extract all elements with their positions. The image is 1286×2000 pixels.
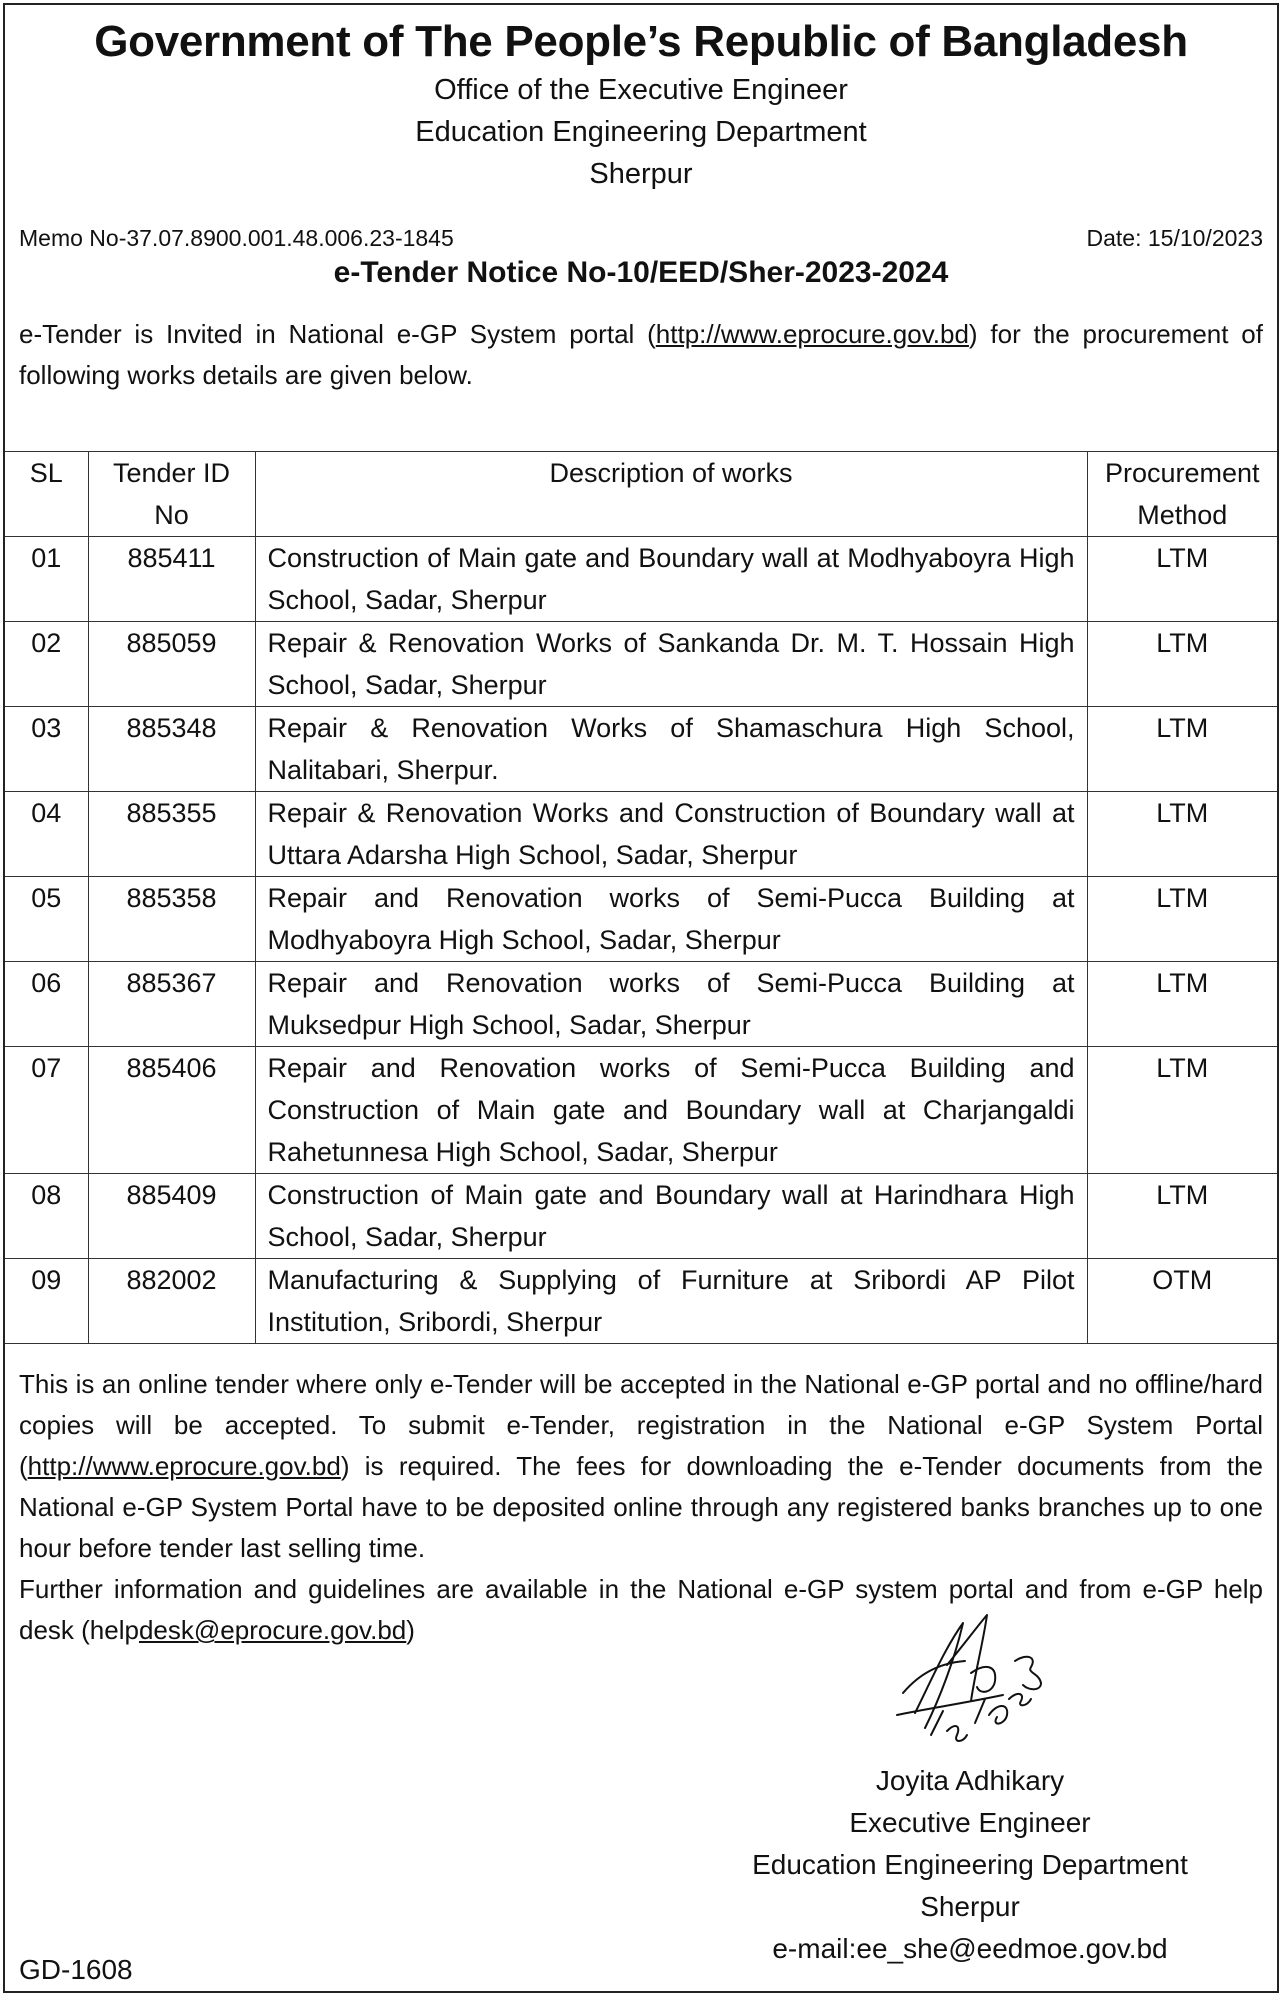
- office-name: Office of the Executive Engineer: [434, 74, 848, 106]
- row-sl: 05: [5, 877, 88, 962]
- row-method: LTM: [1087, 792, 1277, 877]
- row-method: LTM: [1087, 1174, 1277, 1259]
- signatory-designation: Executive Engineer: [849, 1807, 1091, 1838]
- table-row: [5, 1259, 1277, 1344]
- row-tender-id: 885348: [88, 707, 255, 792]
- helpdesk-text-end: ): [406, 1615, 415, 1645]
- row-tender-id: 885355: [88, 792, 255, 877]
- memo-number: Memo No-37.07.8900.001.48.006.23-1845: [19, 225, 454, 251]
- table-row: [5, 622, 1277, 707]
- table-row: [5, 1174, 1277, 1259]
- table-row: [5, 962, 1277, 1047]
- row-tender-id: 885367: [88, 962, 255, 1047]
- header-sl: SL: [5, 452, 88, 537]
- instructions-paragraph: [19, 1364, 1263, 1569]
- row-method: LTM: [1087, 537, 1277, 622]
- memo-date: Date: 15/10/2023: [1086, 225, 1263, 251]
- signatory-department: Education Engineering Department: [752, 1849, 1188, 1880]
- eprocure-link[interactable]: http://www.eprocure.gov.bd: [27, 1451, 341, 1481]
- row-method: OTM: [1087, 1259, 1277, 1344]
- table-row: [5, 537, 1277, 622]
- table-header-row: [5, 452, 1277, 537]
- row-sl: 03: [5, 707, 88, 792]
- table-row: [5, 707, 1277, 792]
- signatory-block: [740, 1760, 1200, 1970]
- row-description: Manufacturing & Supplying of Furniture at Sribordi AP Pilot Institution, Sribordi, Sherpur: [255, 1259, 1087, 1344]
- instructions-text-start: This is an online tender where only e-Tender will be accepted in the National e-GP portal and no offline/hard copies will be accepted. To submit e-Tender, registration in the National e-GP System Portal (: [19, 1369, 1263, 1481]
- notice-title: e-Tender Notice No-10/EED/Sher-2023-2024: [333, 256, 949, 289]
- row-method: LTM: [1087, 962, 1277, 1047]
- row-description: Repair & Renovation Works of Shamaschura High School, Nalitabari, Sherpur.: [255, 707, 1087, 792]
- row-description: Repair & Renovation Works of Sankanda Dr. M. T. Hossain High School, Sadar, Sherpur: [255, 622, 1087, 707]
- gd-code: GD-1608: [19, 1954, 133, 1985]
- signatory-name: Joyita Adhikary: [875, 1765, 1065, 1796]
- row-method: LTM: [1087, 877, 1277, 962]
- helpdesk-paragraph: [19, 1569, 1263, 1651]
- header-procurement-method: Procurement Method: [1087, 452, 1277, 537]
- letterhead: [5, 15, 1277, 195]
- tender-table: [5, 451, 1277, 1344]
- office-location: Sherpur: [589, 158, 693, 190]
- row-sl: 09: [5, 1259, 88, 1344]
- instructions-text-end: ) is required. The fees for downloading the e-Tender documents from the National e-GP System Portal have to be deposited online through any registered banks branches up to one hour before tender last selling time.: [19, 1451, 1263, 1563]
- row-description: Repair and Renovation works of Semi-Pucca Building and Construction of Main gate and Boundary wall at Charjangaldi Rahetunnesa High School, Sadar, Sherpur: [255, 1047, 1087, 1174]
- row-tender-id: 885409: [88, 1174, 255, 1259]
- row-sl: 08: [5, 1174, 88, 1259]
- row-method: LTM: [1087, 622, 1277, 707]
- intro-text-start: e-Tender is Invited in National e-GP System portal (: [19, 319, 656, 349]
- row-sl: 04: [5, 792, 88, 877]
- row-tender-id: 885059: [88, 622, 255, 707]
- intro-text-end: ) for the procurement of following works details are given below.: [19, 319, 1263, 390]
- row-description: Construction of Main gate and Boundary wall at Modhyaboyra High School, Sadar, Sherpur: [255, 537, 1087, 622]
- table-row: [5, 877, 1277, 962]
- row-description: Repair & Renovation Works and Construction of Boundary wall at Uttara Adarsha High School, Sadar, Sherpur: [255, 792, 1087, 877]
- helpdesk-email-link[interactable]: desk@eprocure.gov.bd: [138, 1615, 407, 1645]
- row-tender-id: 885406: [88, 1047, 255, 1174]
- helpdesk-text-start: Further information and guidelines are available in the National e-GP system portal and from e-GP help desk (help: [19, 1574, 1263, 1645]
- table-row: [5, 1047, 1277, 1174]
- row-sl: 06: [5, 962, 88, 1047]
- government-title: Government of The People’s Republic of Bangladesh: [94, 17, 1188, 66]
- row-tender-id: 882002: [88, 1259, 255, 1344]
- header-description: Description of works: [255, 452, 1087, 537]
- row-sl: 07: [5, 1047, 88, 1174]
- signature-mark: [885, 1603, 1055, 1753]
- row-description: Repair and Renovation works of Semi-Pucca Building at Muksedpur High School, Sadar, Sherpur: [255, 962, 1087, 1047]
- signatory-location: Sherpur: [920, 1891, 1020, 1922]
- department-name: Education Engineering Department: [415, 116, 867, 148]
- header-tender-id: Tender ID No: [88, 452, 255, 537]
- row-method: LTM: [1087, 707, 1277, 792]
- row-tender-id: 885358: [88, 877, 255, 962]
- eprocure-link[interactable]: http://www.eprocure.gov.bd: [655, 319, 969, 349]
- tender-instructions: [19, 1364, 1263, 1651]
- notice-page: [3, 3, 1279, 1993]
- row-sl: 02: [5, 622, 88, 707]
- row-tender-id: 885411: [88, 537, 255, 622]
- row-description: Repair and Renovation works of Semi-Pucca Building at Modhyaboyra High School, Sadar, Sherpur: [255, 877, 1087, 962]
- row-sl: 01: [5, 537, 88, 622]
- intro-paragraph: [19, 314, 1263, 396]
- signatory-email: e-mail:ee_she@eedmoe.gov.bd: [772, 1933, 1168, 1964]
- row-method: LTM: [1087, 1047, 1277, 1174]
- table-row: [5, 792, 1277, 877]
- row-description: Construction of Main gate and Boundary wall at Harindhara High School, Sadar, Sherpur: [255, 1174, 1087, 1259]
